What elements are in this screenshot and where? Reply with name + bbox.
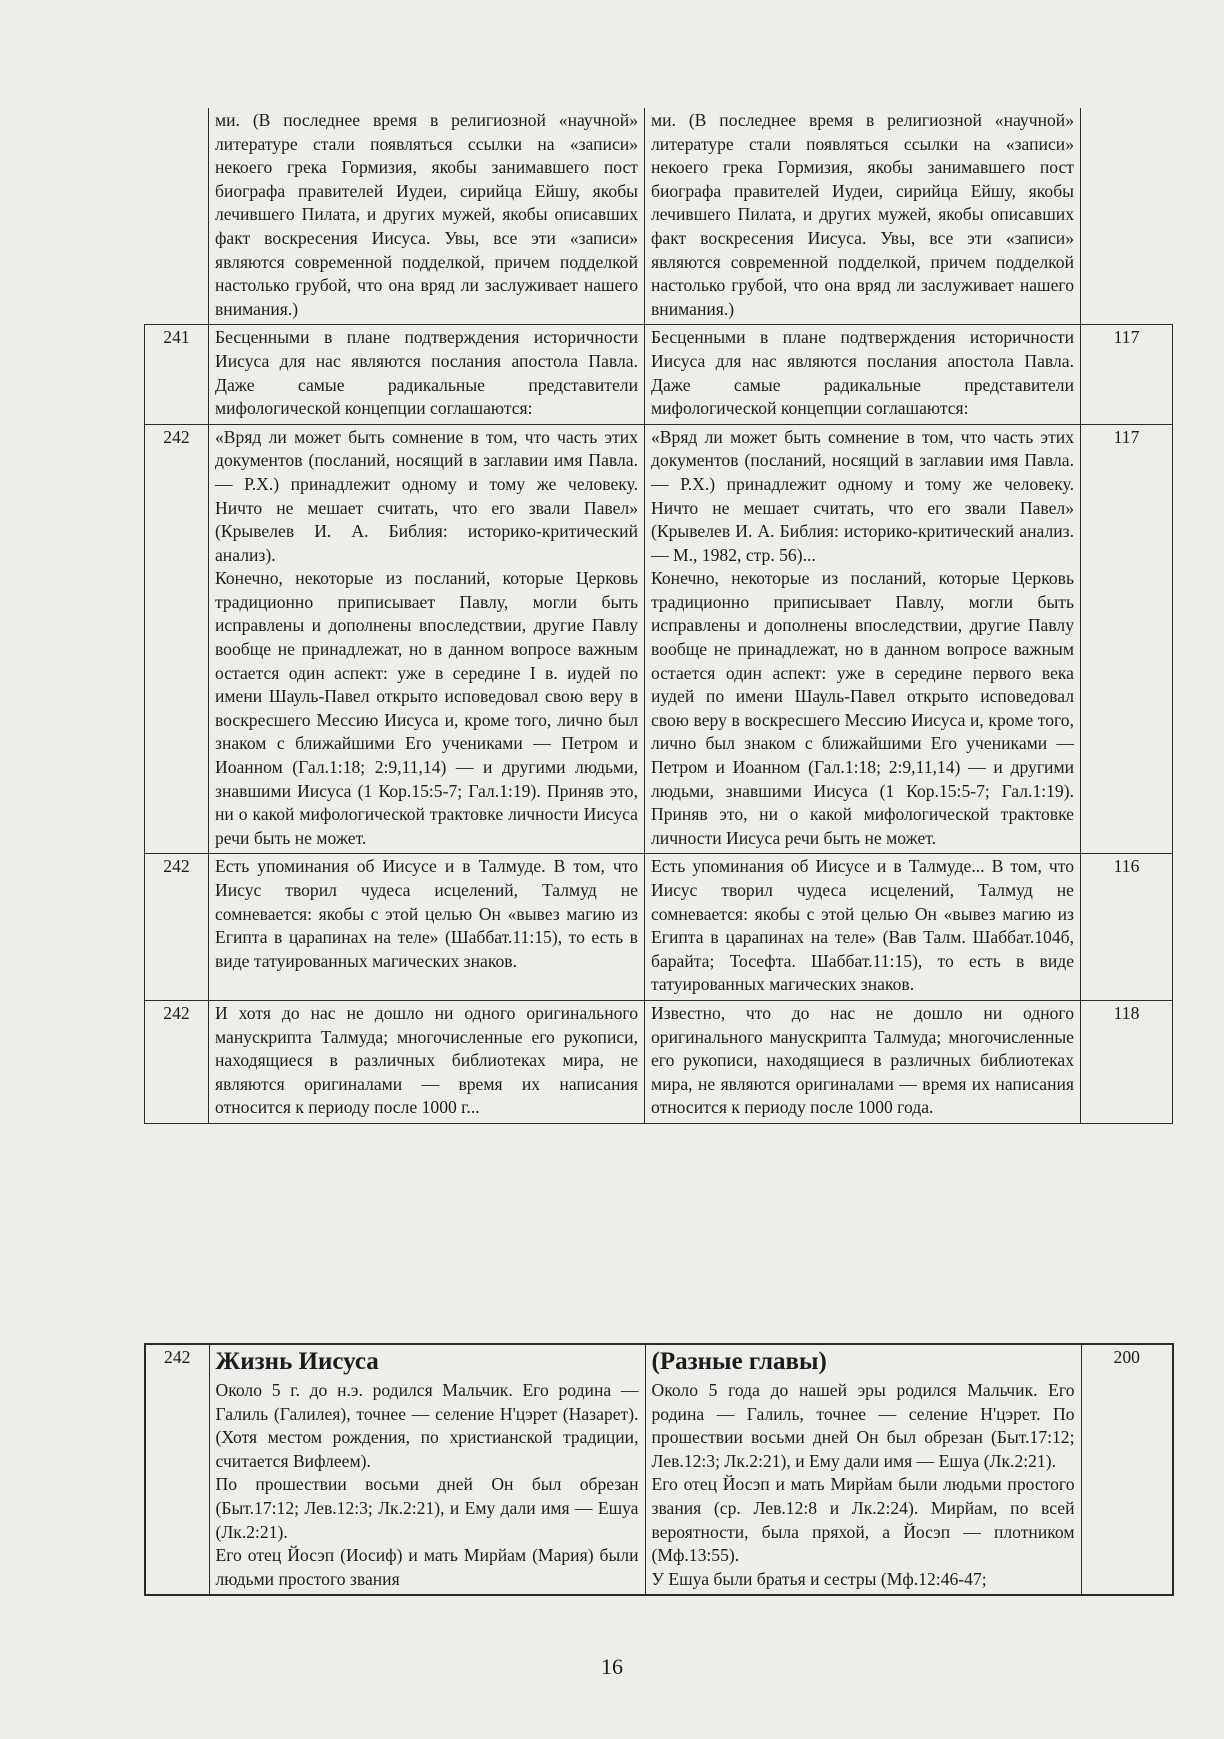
section-heading-right: (Разные главы) [651,1348,827,1375]
page-number: 16 [601,1654,623,1679]
left-page-number: 242 [145,854,209,1001]
left-page-number [145,108,209,325]
left-text-cell: «Вряд ли может быть сомнение в том, что часть этих документов (посланий, носящий в заглавии имя Павла. — Р.Х.) принадлежит одному и тому же человеку. Ничто не мешает считать, что его звали Павел» (Крывелев И. А. Библия: историко-критический анализ). Конечно, некоторые из посланий, которые Церковь традиционно приписывает Павлу, могли быть исправлены и дополнены впоследствии, другие Павлу вообще не принадлежат, но в данном вопросе важным остается один аспект: уже в середине I в. иудей по имени Шауль-Павел открыто исповедовал свою веру в воскресшего Мессию Иисуса и, кроме того, лично был знаком с ближайшими Его учениками — Петром и Иоанном (Гал.1:18; 2:9,11,14) — и другими людьми, знавшими Иисуса (1 Кор.15:5-7; Гал.1:19). Приняв это, ни о какой мифологической трактовке личности Иисуса речи быть не может. [209,424,645,854]
left-text-cell: И хотя до нас не дошло ни одного оригинального манускрипта Талмуда; многочисленные его рукописи, находящиеся в различных библиотеках мира, не являются оригиналами — время их написания относится к периоду после 1000 г... [209,1000,645,1123]
table-row [145,854,1173,1001]
right-text-cell: Известно, что до нас не дошло ни одного оригинального манускрипта Талмуда; многочисленные его рукописи, находящиеся в различных библиотеках мира, не являются оригиналами — время их написания относится к периоду после 1000 года. [645,1000,1081,1123]
left-text-cell: Жизнь Иисуса Около 5 г. до н.э. родился Мальчик. Его родина — Галиль (Галилея), точнее — селение Н'цэрет (Назарет). (Хотя местом рождения, по христианской традиции, считается Вифлеем). По прошествии восьми дней Он был обрезан (Быт.17:12; Лев.12:3; Лк.2:21), и Ему дали имя — Ешуа (Лк.2:21). Его отец Йосэп (Иосиф) и мать Мирйам (Мария) были людьми простого звания [209,1344,645,1595]
left-page-number: 242 [145,1000,209,1123]
left-page-number: 241 [145,325,209,424]
right-page-number: 117 [1081,424,1173,854]
table-row [145,424,1173,854]
left-page-number: 242 [145,424,209,854]
right-page-number [1081,108,1173,325]
table-row [145,325,1173,424]
section-heading-left: Жизнь Иисуса [215,1348,379,1375]
right-text-cell: Бесценными в плане подтверждения историчности Иисуса для нас являются послания апостола Павла. Даже самые радикальные представители мифологической концепции соглашаются: [645,325,1081,424]
comparison-table [144,108,1173,1124]
left-page-number: 242 [145,1344,209,1595]
comparison-table-section-2 [144,1343,1174,1596]
left-text-cell: Бесценными в плане подтверждения историчности Иисуса для нас являются послания апостола Павла. Даже самые радикальные представители мифологической концепции соглашаются: [209,325,645,424]
left-text-cell: ми. (В последнее время в религиозной «научной» литературе стали появляться ссылки на «записи» некоего грека Гормизия, якобы занимавшего пост биографа правителей Иудеи, сирийца Ейшу, якобы лечившего Пилата, и других мужей, якобы описавших факт воскресения Иисуса. Увы, все эти «записи» являются современной подделкой, причем подделкой настолько грубой, что она вряд ли заслуживает нашего внимания.) [209,108,645,325]
table-row [145,1000,1173,1123]
right-text-cell: «Вряд ли может быть сомнение в том, что часть этих документов (посланий, носящий в заглавии имя Павла. — Р.Х.) принадлежит одному и тому же человеку. Ничто не мешает считать, что его звали Павел» (Крывелев И. А. Библия: историко-критический анализ. — М., 1982, стр. 56)... Конечно, некоторые из посланий, которые Церковь традиционно приписывает Павлу, могли быть исправлены и дополнены впоследствии, другие Павлу вообще не принадлежат, но в данном вопросе важным остается один аспект: уже в середине первого века иудей по имени Шауль-Павел открыто исповедовал свою веру в воскресшего Мессию Иисуса и, кроме того, лично был знаком с ближайшими Его учениками — Петром и Иоанном (Гал.1:18; 2:9,11,14) — и другими людьми, знавшими Иисуса (1 Кор.15:5-7; Гал.1:19). Приняв это, ни о какой мифологической трактовке личности Иисуса речи быть не может. [645,424,1081,854]
table-row [145,1344,1173,1595]
right-text-cell: (Разные главы) Около 5 года до нашей эры родился Мальчик. Его родина — Галиль, точнее — селение Н'цэрет. По прошествии восьми дней Он был обрезан (Быт.17:12; Лев.12:3; Лк.2:21), и Ему дали имя — Ешуа (Лк.2:21). Его отец Йосэп и мать Мирйам были людьми простого звания (ср. Лев.12:8 и Лк.2:24). Мирйам, по всей вероятности, была пряхой, а Йосэп — плотником (Мф.13:55). У Ешуа были братья и сестры (Мф.12:46-47; [645,1344,1081,1595]
right-page-number: 118 [1081,1000,1173,1123]
right-text-cell: ми. (В последнее время в религиозной «научной» литературе стали появляться ссылки на «записи» некоего грека Гормизия, якобы занимавшего пост биографа правителей Иудеи, сирийца Ейшу, якобы лечившего Пилата, и других мужей, якобы описавших факт воскресения Иисуса. Увы, все эти «записи» являются современной подделкой, причем подделкой настолько грубой, что она вряд ли заслуживает нашего внимания.) [645,108,1081,325]
right-text-cell: Есть упоминания об Иисусе и в Талмуде... В том, что Иисус творил чудеса исцелений, Талмуд не сомневается: якобы с этой целью Он «вывез магию из Египта в царапинах на теле» (Вав Талм. Шаббат.104б, барайта; Тосефта. Шаббат.11:15), то есть в виде татуированных магических знаков. [645,854,1081,1001]
right-page-number: 200 [1081,1344,1173,1595]
table-row [145,108,1173,325]
left-text-cell: Есть упоминания об Иисусе и в Талмуде. В том, что Иисус творил чудеса исцелений, Талмуд не сомневается: якобы с этой целью Он «вывез магию из Египта в царапинах на теле» (Шаббат.11:15), то есть в виде татуированных магических знаков. [209,854,645,1001]
right-page-number: 117 [1081,325,1173,424]
right-page-number: 116 [1081,854,1173,1001]
